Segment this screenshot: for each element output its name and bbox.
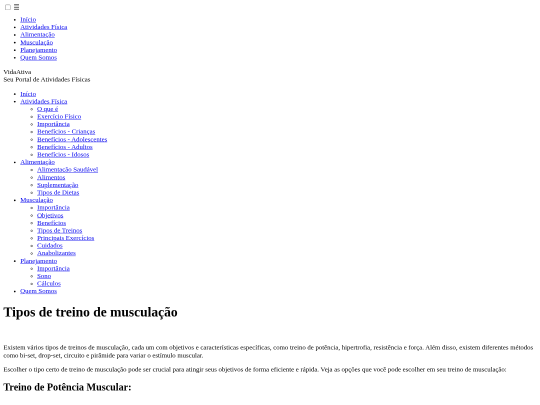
musculacao-link-tipos-de-treinos[interactable]: Tipos de Treinos <box>37 226 83 235</box>
top-nav-item <box>20 16 536 24</box>
main-nav-link-alimentacao[interactable]: Alimentação <box>20 158 55 166</box>
top-nav-item <box>20 46 536 54</box>
main-nav-link-inicio[interactable]: Início <box>20 90 36 98</box>
main-nav-link-atividades-fisica[interactable]: Atividades Física <box>20 97 68 106</box>
top-nav-item <box>20 39 536 47</box>
submenu-item <box>37 174 537 182</box>
submenu-item <box>37 204 537 212</box>
submenu-item <box>37 136 537 144</box>
atividades-link-beneficios-adultos[interactable]: Benefícios - Adultos <box>37 143 93 151</box>
top-nav-link-planejamento[interactable]: Planejamento <box>20 46 57 54</box>
hamburger-menu-icon[interactable]: ☰ <box>13 2 20 11</box>
top-nav-item <box>20 24 536 32</box>
planejamento-link-importancia[interactable]: Importância <box>37 264 70 273</box>
top-nav-link-inicio[interactable]: Início <box>20 16 36 24</box>
main-nav-item <box>20 98 536 159</box>
top-nav-link-alimentacao[interactable]: Alimentação <box>20 31 55 39</box>
site-header <box>3 3 536 295</box>
atividades-link-beneficios-idosos[interactable]: Benefícios - Idosos <box>37 151 90 159</box>
main-nav <box>3 90 536 295</box>
alimentacao-link-suplementacao[interactable]: Suplementação <box>37 181 79 189</box>
section-heading: Treino de Potência Muscular: <box>3 382 132 394</box>
planejamento-link-calculos[interactable]: Cálculos <box>37 280 61 288</box>
main-nav-item <box>20 257 536 287</box>
submenu-item <box>37 212 537 220</box>
intro-paragraph: Existem vários tipos de treinos de musculação, cada um com objetivos e características específicas, como treino de potência, hipertrofia, resistência e força. Além disso, existem diferentes métodos como bi-set, drop-set, circuito e pirâmide para variar o estímulo muscular. <box>3 344 534 360</box>
menu-toggle-checkbox[interactable] <box>5 4 10 9</box>
submenu-item <box>37 105 537 113</box>
main-content <box>3 304 536 393</box>
submenu-item <box>37 265 537 273</box>
lead-paragraph: Escolher o tipo certo de treino de musculação pode ser crucial para atingir seus objetivos de forma eficiente e rápida. Veja as opções que você pode escolher em seu treino de musculação: <box>3 366 507 374</box>
submenu-item <box>37 113 537 121</box>
submenu-item <box>37 273 537 281</box>
submenu-item <box>37 219 537 227</box>
main-nav-item <box>20 159 536 197</box>
submenu-item <box>37 280 537 288</box>
musculacao-link-beneficios[interactable]: Benefícios <box>37 219 66 227</box>
submenu-item <box>37 151 537 159</box>
submenu-alimentacao <box>20 166 536 196</box>
main-nav-item <box>20 197 536 258</box>
page-title: Tipos de treino de musculação <box>3 304 178 320</box>
main-nav-link-musculacao[interactable]: Musculação <box>20 196 53 204</box>
top-nav-item <box>20 31 536 39</box>
submenu-item <box>37 121 537 129</box>
main-nav-item <box>20 90 536 98</box>
atividades-link-o-que-e[interactable]: O que é <box>37 105 59 113</box>
planejamento-link-sono[interactable]: Sono <box>37 272 52 280</box>
submenu-item <box>37 242 537 250</box>
submenu-planejamento <box>20 265 536 288</box>
main-nav-item <box>20 288 536 296</box>
brand-name: VidaAtiva <box>3 68 32 76</box>
brand-tagline: Seu Portal de Atividades Físicas <box>3 75 91 84</box>
submenu-item <box>37 189 537 197</box>
top-nav <box>3 16 536 62</box>
brand <box>3 68 536 83</box>
musculacao-link-objetivos[interactable]: Objetivos <box>37 211 64 219</box>
top-nav-link-quem-somos[interactable]: Quem Somos <box>20 54 57 62</box>
submenu-musculacao <box>20 204 536 257</box>
atividades-link-beneficios-criancas[interactable]: Benefícios - Crianças <box>37 128 96 136</box>
submenu-item <box>37 143 537 151</box>
submenu-item <box>37 166 537 174</box>
main-nav-link-quem-somos[interactable]: Quem Somos <box>20 287 57 295</box>
musculacao-link-principais-exercicios[interactable]: Principais Exercícios <box>37 234 95 242</box>
submenu-item <box>37 235 537 243</box>
menu-toggle-row <box>3 3 536 11</box>
musculacao-link-anabolizantes[interactable]: Anabolizantes <box>37 249 76 257</box>
main-nav-link-planejamento[interactable]: Planejamento <box>20 257 57 265</box>
submenu-item <box>37 181 537 189</box>
top-nav-link-musculacao[interactable]: Musculação <box>20 38 53 46</box>
submenu-item <box>37 227 537 235</box>
atividades-link-exercicio-fisico[interactable]: Exercício Físico <box>37 113 82 121</box>
top-nav-link-atividades-fisica[interactable]: Atividades Física <box>20 23 68 31</box>
submenu-item <box>37 250 537 258</box>
alimentacao-link-alimentos[interactable]: Alimentos <box>37 173 66 181</box>
musculacao-link-cuidados[interactable]: Cuidados <box>37 242 63 250</box>
atividades-link-beneficios-adolescentes[interactable]: Benefícios - Adolescentes <box>37 135 108 144</box>
top-nav-item <box>20 54 536 62</box>
alimentacao-link-alimentacao-saudavel[interactable]: Alimentação Saudável <box>37 166 99 174</box>
atividades-link-importancia[interactable]: Importância <box>37 120 70 128</box>
submenu-atividades-fisica <box>20 105 536 158</box>
submenu-item <box>37 128 537 136</box>
alimentacao-link-tipos-de-dietas[interactable]: Tipos de Dietas <box>37 189 80 197</box>
musculacao-link-importancia[interactable]: Importância <box>37 204 70 212</box>
